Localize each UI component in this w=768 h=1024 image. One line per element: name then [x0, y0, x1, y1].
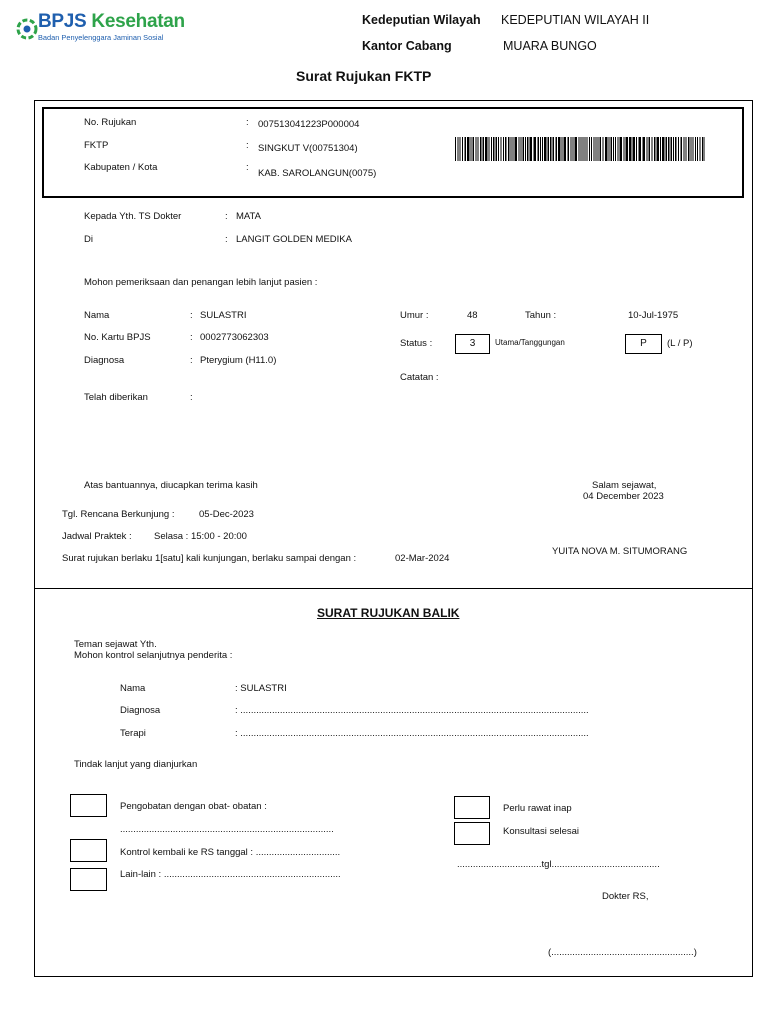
gender-box: P — [625, 334, 662, 354]
mohon-text: Mohon pemeriksaan dan penangan lebih lanjut pasien : — [84, 277, 318, 288]
balik-diagnosa-value: : .................................................................................................................................... — [235, 705, 589, 716]
di-label: Di — [84, 234, 93, 245]
date-text: 04 December 2023 — [583, 491, 664, 502]
diagnosa-value: Pterygium (H11.0) — [200, 355, 277, 366]
colon: : — [190, 310, 193, 321]
jadwal-label: Jadwal Praktek : — [62, 531, 132, 542]
colon: : — [246, 140, 249, 151]
kantor-label: Kantor Cabang — [362, 39, 452, 53]
balik-title: SURAT RUJUKAN BALIK — [317, 606, 460, 620]
balik-nama-value: : SULASTRI — [235, 683, 287, 694]
signer-name: YUITA NOVA M. SITUMORANG — [552, 546, 688, 557]
checkbox-lain[interactable] — [70, 868, 107, 891]
colon: : — [190, 332, 193, 343]
kabupaten-label: Kabupaten / Kota — [84, 162, 158, 173]
section-divider — [34, 588, 752, 589]
bpjs-emblem-icon — [16, 14, 38, 44]
umur-value: 48 — [467, 310, 478, 321]
rencana-value: 05-Dec-2023 — [199, 509, 254, 520]
diagnosa-label: Diagnosa — [84, 355, 125, 366]
balik-terapi-label: Terapi — [120, 728, 146, 739]
dokter-rs-label: Dokter RS, — [602, 891, 649, 902]
colon: : — [190, 392, 193, 403]
tindak-text: Tindak lanjut yang dianjurkan — [74, 759, 198, 770]
opt-kontrol-label: Kontrol kembali ke RS tanggal : ................................ — [120, 847, 341, 858]
colon: : — [225, 234, 228, 245]
colon: : — [190, 355, 193, 366]
tahun-label: Tahun : — [525, 310, 557, 321]
mohon-kontrol-text: Mohon kontrol selanjutnya penderita : — [74, 650, 233, 661]
tgl-line: ................................tgl......................................... — [457, 859, 660, 870]
status-label: Status : — [400, 338, 433, 349]
fktp-value: SINGKUT V(00751304) — [258, 143, 358, 154]
page-title: Surat Rujukan FKTP — [296, 68, 432, 84]
teman-text: Teman sejawat Yth. — [74, 639, 157, 650]
no-rujukan-value: 007513041223P000004 — [258, 119, 360, 130]
kartu-label: No. Kartu BPJS — [84, 332, 151, 343]
jadwal-value: Selasa : 15:00 - 20:00 — [154, 531, 247, 542]
telah-label: Telah diberikan — [84, 392, 148, 403]
kabupaten-value: KAB. SAROLANGUN(0075) — [258, 168, 377, 179]
status-box: 3 — [455, 334, 490, 354]
umur-label: Umur : — [400, 310, 429, 321]
brand-name: BPJS Kesehatan — [38, 11, 185, 32]
berlaku-text: Surat rujukan berlaku 1[satu] kali kunjungan, berlaku sampai dengan : — [62, 553, 357, 564]
rencana-label: Tgl. Rencana Berkunjung : — [62, 509, 175, 520]
kepada-label: Kepada Yth. TS Dokter — [84, 211, 182, 222]
balik-diagnosa-label: Diagnosa — [120, 705, 161, 716]
kartu-value: 0002773062303 — [200, 332, 269, 343]
nama-label: Nama — [84, 310, 110, 321]
colon: : — [246, 117, 249, 128]
gender-hint: (L / P) — [667, 338, 693, 349]
utama-label: Utama/Tanggungan — [495, 338, 565, 347]
checkbox-rawat-inap[interactable] — [454, 796, 490, 819]
opt-obat-label: Pengobatan dengan obat- obatan : — [120, 801, 267, 812]
berlaku-value: 02-Mar-2024 — [395, 553, 450, 564]
opt-lain-label: Lain-lain : ................................................................... — [120, 869, 341, 880]
kepada-value: MATA — [236, 211, 261, 222]
terima-kasih: Atas bantuannya, diucapkan terima kasih — [84, 480, 258, 491]
fktp-label: FKTP — [84, 140, 109, 151]
kedeputian-label: Kedeputian Wilayah — [362, 13, 481, 27]
opt-obat-dots: ................................................................................. — [120, 824, 334, 835]
document-frame — [34, 100, 753, 977]
catatan-label: Catatan : — [400, 372, 439, 383]
barcode — [455, 137, 705, 161]
balik-nama-label: Nama — [120, 683, 146, 694]
kantor-value: MUARA BUNGO — [503, 39, 597, 53]
opt-rawat-label: Perlu rawat inap — [503, 803, 572, 814]
signature-line: (......................................................) — [548, 947, 697, 958]
di-value: LANGIT GOLDEN MEDIKA — [236, 234, 352, 245]
colon: : — [246, 162, 249, 173]
colon: : — [225, 211, 228, 222]
balik-terapi-value: : .................................................................................................................................... — [235, 728, 589, 739]
salam-text: Salam sejawat, — [592, 480, 657, 491]
checkbox-pengobatan[interactable] — [70, 794, 107, 817]
nama-value: SULASTRI — [200, 310, 247, 321]
opt-konsul-label: Konsultasi selesai — [503, 826, 580, 837]
brand-subtitle: Badan Penyelenggara Jaminan Sosial — [38, 33, 164, 42]
no-rujukan-label: No. Rujukan — [84, 117, 137, 128]
tahun-value: 10-Jul-1975 — [628, 310, 679, 321]
kedeputian-value: KEDEPUTIAN WILAYAH II — [501, 13, 650, 27]
checkbox-kontrol[interactable] — [70, 839, 107, 862]
checkbox-konsultasi[interactable] — [454, 822, 490, 845]
